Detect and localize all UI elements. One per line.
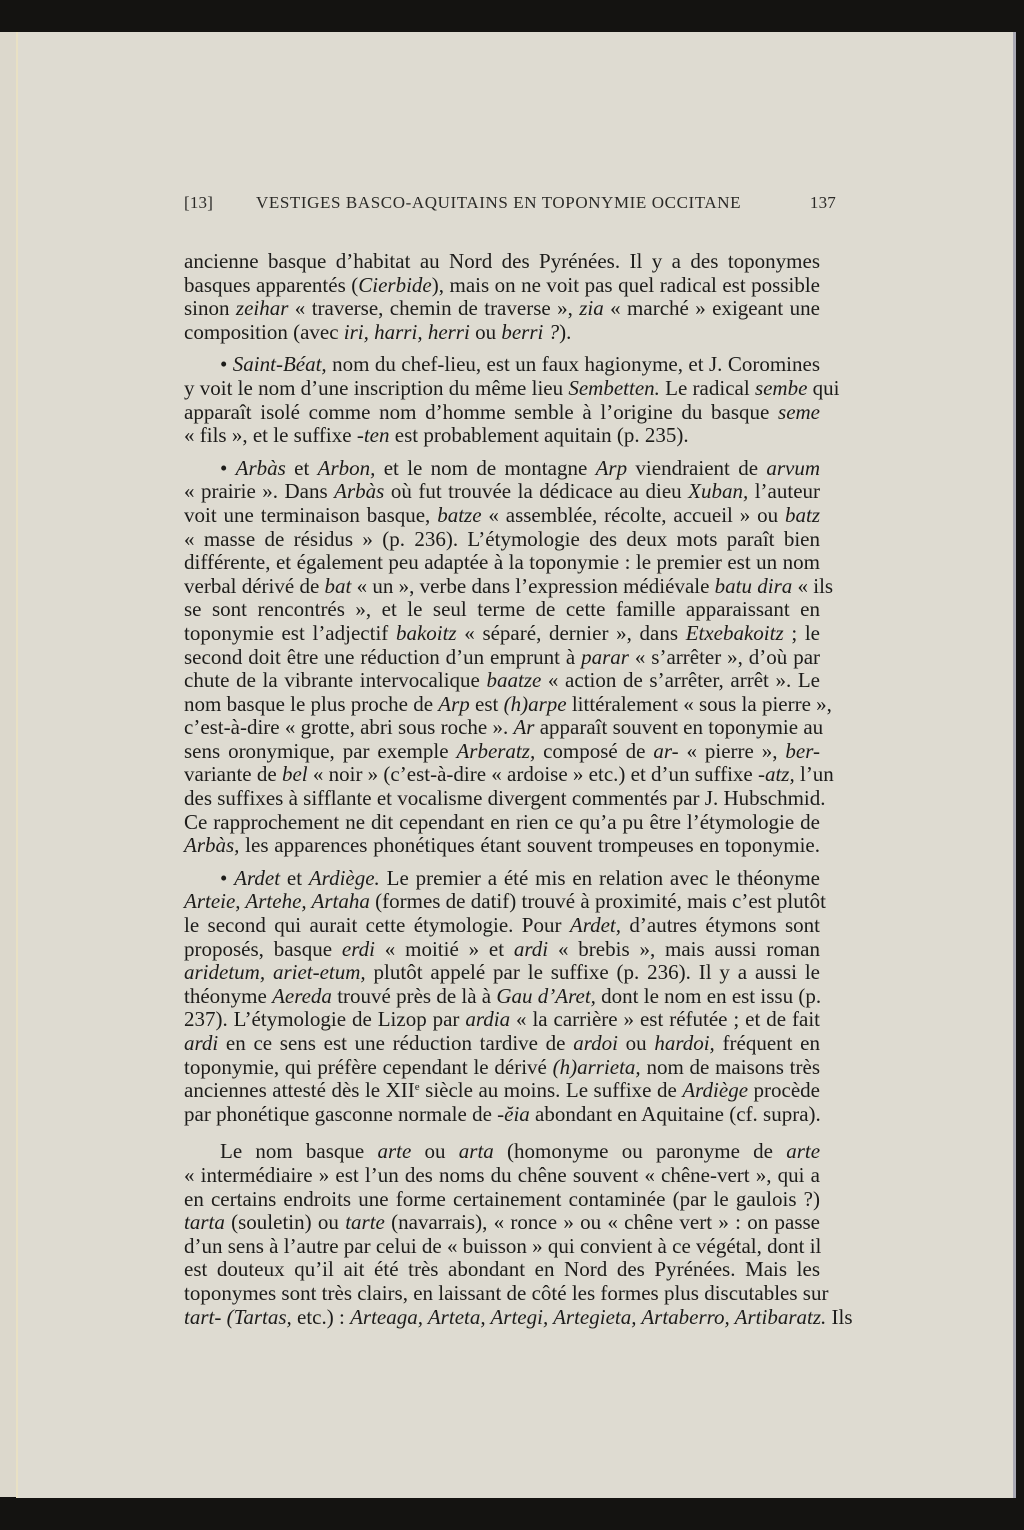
text-line bbox=[184, 1258, 820, 1282]
text-line bbox=[184, 504, 820, 528]
italic-term: batu dira bbox=[714, 573, 793, 598]
text-run: ou bbox=[617, 1031, 655, 1055]
italic-term: Cierbide bbox=[358, 272, 432, 297]
text-run: « prairie ». Dans bbox=[184, 479, 335, 504]
text-run: verbal dérivé de bbox=[184, 573, 325, 598]
text-run: toponymie est l’adjectif bbox=[184, 620, 396, 645]
text-run: plutôt appelé par le suffixe (p. 236). Il y a aussi le bbox=[365, 960, 820, 985]
text-run: littéralement « sous la pierre », bbox=[566, 691, 832, 716]
page-gutter bbox=[16, 32, 18, 1498]
text-run: « brebis », mais aussi roman bbox=[548, 936, 820, 961]
text-run: « s’arrêter », d’où par bbox=[628, 644, 821, 669]
text-run: « action de s’arrêter, arrêt ». Le bbox=[541, 668, 821, 693]
text-line bbox=[184, 938, 820, 962]
italic-term: berri ? bbox=[501, 319, 560, 344]
italic-term: batze bbox=[437, 502, 482, 527]
text-line bbox=[184, 353, 820, 377]
italic-term: -atz, bbox=[757, 762, 795, 787]
italic-term: Ardiège. bbox=[308, 865, 380, 890]
text-line bbox=[184, 1008, 820, 1032]
text-run: qui bbox=[807, 375, 840, 400]
italic-term: arta bbox=[458, 1139, 494, 1164]
text-run: proposés, basque bbox=[184, 936, 342, 961]
italic-term: baatze bbox=[486, 668, 542, 693]
text-run: ou bbox=[469, 319, 502, 344]
italic-term: -ten bbox=[356, 423, 390, 448]
text-run: « pierre », bbox=[678, 738, 786, 763]
italic-term: aridetum, ariet-etum, bbox=[184, 960, 366, 985]
text-run: abondant en Aquitaine (cf. supra). bbox=[529, 1101, 821, 1126]
text-run: composé de bbox=[535, 738, 654, 763]
text-run: les apparences phonétiques étant souvent trompeuses en toponymie. bbox=[239, 833, 820, 858]
text-run: viendraient de bbox=[627, 455, 767, 480]
italic-term: tarta bbox=[184, 1210, 225, 1235]
italic-term: Xuban, bbox=[688, 479, 749, 504]
text-run: (souletin) ou bbox=[224, 1210, 346, 1235]
text-line bbox=[184, 297, 820, 321]
text-line bbox=[184, 1079, 820, 1103]
text-run: d’autres étymons sont bbox=[621, 913, 820, 938]
text-run: • bbox=[220, 352, 233, 377]
text-run: toponymie, qui préfère cependant le dérivé bbox=[184, 1054, 553, 1079]
italic-term: iri, harri, herri bbox=[343, 319, 470, 344]
text-run: ), mais on ne voit pas quel radical est possible bbox=[431, 272, 820, 297]
italic-term: Etxebakoitz bbox=[685, 620, 784, 645]
text-line bbox=[184, 740, 820, 764]
text-run: « assemblée, récolte, accueil » ou bbox=[481, 502, 785, 527]
text-run: « moitié » et bbox=[374, 936, 514, 961]
italic-term: (h)arpe bbox=[503, 691, 567, 716]
text-run: et bbox=[285, 455, 318, 480]
italic-term: bakoitz bbox=[395, 620, 457, 645]
bullet-paragraph bbox=[184, 352, 840, 448]
text-run: basques apparentés ( bbox=[184, 272, 359, 297]
italic-term: Saint-Béat, bbox=[232, 352, 327, 377]
text-line bbox=[184, 598, 820, 622]
italic-term: Arbàs bbox=[334, 479, 385, 504]
text-run: « marché » exigeant une bbox=[603, 296, 820, 321]
text-run: le second qui aurait cette étymologie. Pour bbox=[184, 913, 570, 938]
text-line bbox=[184, 715, 824, 740]
text-run: y voit le nom d’une inscription du même lieu bbox=[184, 375, 569, 400]
text-run: toponymes sont très clairs, en laissant de côté les formes plus discutables sur bbox=[184, 1280, 829, 1305]
text-line bbox=[184, 1235, 820, 1259]
italic-term: ardi bbox=[513, 936, 549, 961]
text-run: 237). L’étymologie de Lizop par bbox=[184, 1007, 466, 1032]
text-run: etc.) : bbox=[291, 1304, 351, 1329]
italic-term: Arteie, Artehe, Artaha bbox=[184, 889, 370, 914]
text-run: nom de maisons très bbox=[640, 1054, 821, 1079]
italic-term: Ar bbox=[513, 715, 535, 740]
bullet-paragraph bbox=[184, 455, 834, 858]
text-line bbox=[184, 401, 820, 425]
text-line bbox=[184, 1188, 820, 1212]
paragraph bbox=[184, 250, 820, 344]
italic-term: ber- bbox=[785, 738, 820, 763]
italic-term: tarte bbox=[345, 1210, 385, 1235]
text-line bbox=[184, 424, 820, 448]
text-line bbox=[184, 375, 840, 401]
italic-term: Ardet bbox=[234, 865, 281, 890]
text-run: « traverse, chemin de traverse », bbox=[288, 296, 580, 321]
text-run: « intermédiaire » est l’un des noms du chêne souvent « chêne-vert », qui a bbox=[184, 1162, 820, 1187]
text-run: chute de la vibrante intervocalique bbox=[184, 668, 487, 693]
italic-term: hardoi, bbox=[654, 1031, 715, 1055]
text-line bbox=[184, 762, 834, 787]
text-run: « ils bbox=[792, 573, 834, 598]
text-line bbox=[184, 250, 820, 274]
text-line bbox=[184, 573, 834, 599]
italic-term: arte bbox=[377, 1139, 412, 1164]
text-line bbox=[184, 914, 820, 938]
text-line bbox=[184, 889, 826, 914]
italic-term: Arteaga, Arteta, Artegi, Artegieta, Artaberro, Artibaratz. bbox=[350, 1304, 827, 1329]
italic-term: bel bbox=[281, 762, 308, 787]
italic-term: batz bbox=[784, 502, 820, 527]
text-run: « fils », et le suffixe bbox=[184, 423, 357, 448]
running-title: VESTIGES BASCO-AQUITAINS EN TOPONYMIE OCCITANE bbox=[256, 193, 742, 212]
text-run: c’est-à-dire « grotte, abri sous roche ». bbox=[184, 715, 514, 740]
text-line bbox=[184, 321, 820, 345]
italic-term: erdi bbox=[341, 936, 375, 961]
text-run: est douteux qu’il ait été très abondant en Nord des Pyrénées. Mais les bbox=[184, 1257, 820, 1282]
text-run: siècle au moins. Le suffixe de bbox=[419, 1078, 683, 1103]
paragraph bbox=[184, 1139, 853, 1329]
text-run: dont le nom en est issu (p. bbox=[595, 983, 822, 1008]
italic-term: Arp bbox=[595, 455, 628, 480]
facing-page-edge bbox=[0, 32, 17, 1497]
text-run: des suffixes à sifflante et vocalisme divergent commentés par J. Hubschmid. bbox=[184, 786, 826, 811]
text-run: « un », verbe dans l’expression médiévale bbox=[351, 573, 715, 598]
italic-term: parar bbox=[581, 644, 629, 669]
italic-term: sembe bbox=[754, 375, 808, 400]
section-marker: [13] bbox=[184, 193, 214, 212]
text-run: procède bbox=[748, 1078, 820, 1103]
italic-term: Arberatz, bbox=[456, 738, 536, 763]
text-line bbox=[184, 274, 820, 298]
text-run: (formes de datif) trouvé à proximité, mais c’est plutôt bbox=[369, 889, 826, 914]
text-line bbox=[184, 786, 826, 811]
text-run: • bbox=[220, 455, 236, 480]
text-run: en ce sens est une réduction tardive de bbox=[218, 1031, 574, 1055]
text-line bbox=[184, 1056, 820, 1080]
text-run: (homonyme ou paronyme de bbox=[493, 1139, 787, 1164]
italic-term: Gau d’Aret, bbox=[496, 983, 596, 1008]
text-run: ; le bbox=[783, 620, 820, 645]
text-run: Le radical bbox=[659, 375, 755, 400]
text-run: ). bbox=[559, 319, 572, 344]
italic-term: ardi bbox=[184, 1031, 219, 1055]
text-run: se sont rencontrés », et le seul terme de cette famille apparaissant en bbox=[184, 597, 820, 622]
text-run: l’auteur bbox=[748, 479, 821, 504]
text-run: ancienne basque d’habitat au Nord des Pyrénées. Il y a des toponymes bbox=[184, 249, 820, 273]
text-run: Ils bbox=[826, 1304, 853, 1329]
text-run: trouvé près de là à bbox=[331, 983, 497, 1008]
italic-term: ardia bbox=[465, 1007, 511, 1032]
text-run: par phonétique gasconne normale de bbox=[184, 1101, 498, 1126]
text-run: second doit être une réduction d’un emprunt à bbox=[184, 644, 582, 669]
italic-term: Arbon, bbox=[317, 455, 376, 480]
text-run: composition (avec bbox=[184, 319, 344, 344]
text-run: en certains endroits une forme certainement contaminée (par le gaulois ?) bbox=[184, 1186, 820, 1211]
text-run: • bbox=[220, 865, 235, 890]
text-line bbox=[184, 1304, 853, 1330]
italic-term: ardoi bbox=[573, 1031, 618, 1055]
text-run: apparaît isolé comme nom d’homme semble à l’origine du basque bbox=[184, 399, 779, 424]
italic-term: Aereda bbox=[272, 983, 332, 1008]
text-line bbox=[184, 457, 820, 481]
superscript: e bbox=[414, 1081, 420, 1094]
text-run: différente, et également peu adaptée à la toponymie : le premier est un nom bbox=[184, 550, 820, 575]
text-run: et le nom de montagne bbox=[375, 455, 596, 480]
italic-term: Arbàs bbox=[235, 455, 286, 480]
text-line bbox=[184, 1032, 820, 1056]
text-run: ou bbox=[411, 1139, 459, 1164]
italic-term: zia bbox=[579, 296, 604, 321]
italic-term: arvum bbox=[766, 455, 820, 480]
italic-term: (h)arrieta, bbox=[552, 1054, 641, 1079]
text-line bbox=[184, 867, 820, 891]
text-line bbox=[184, 961, 820, 985]
text-line bbox=[184, 834, 820, 858]
bullet-paragraph bbox=[184, 865, 826, 1127]
text-line bbox=[184, 480, 820, 504]
text-run: « la carrière » est réfutée ; et de fait bbox=[510, 1007, 820, 1032]
text-line bbox=[184, 1103, 820, 1127]
italic-term: ar- bbox=[653, 738, 679, 763]
text-run: « masse de résidus » (p. 236). L’étymologie des deux mots paraît bien bbox=[184, 526, 820, 551]
text-run: apparaît souvent en toponymie au bbox=[534, 715, 824, 740]
text-run: nom du chef-lieu, est un faux hagionyme, et J. Coromines bbox=[326, 352, 820, 377]
text-run: théonyme bbox=[184, 983, 273, 1008]
text-run: voit une terminaison basque, bbox=[184, 502, 438, 527]
italic-term: bat bbox=[324, 573, 352, 598]
text-run: d’un sens à l’autre par celui de « buisson » qui convient à ce végétal, dont il bbox=[184, 1233, 822, 1258]
text-line bbox=[184, 691, 832, 717]
text-run: anciennes attesté dès le XII bbox=[184, 1078, 415, 1103]
text-run: fréquent en bbox=[714, 1031, 820, 1055]
text-line bbox=[184, 646, 820, 670]
body-text bbox=[184, 249, 853, 1329]
text-run: « noir » (c’est-à-dire « ardoise » etc.) et d’un suffixe bbox=[307, 762, 758, 787]
text-run: sinon bbox=[184, 296, 236, 321]
text-run: « séparé, dernier », dans bbox=[456, 620, 686, 645]
text-line bbox=[184, 1164, 820, 1188]
italic-term: Arbàs, bbox=[184, 833, 240, 858]
text-run: Ce rapprochement ne dit cependant en rien ce qu’a pu être l’étymologie de bbox=[184, 809, 820, 834]
text-run: et bbox=[280, 865, 309, 890]
text-line bbox=[184, 1280, 829, 1306]
text-run: (navarrais), « ronce » ou « chêne vert » : on passe bbox=[384, 1210, 821, 1235]
text-line bbox=[184, 669, 820, 693]
text-line bbox=[184, 1140, 820, 1164]
italic-term: Ardiège bbox=[682, 1078, 749, 1103]
text-line bbox=[184, 622, 820, 646]
text-run: sens oronymique, par exemple bbox=[184, 738, 457, 763]
italic-term: Ardet, bbox=[569, 913, 622, 938]
italic-term: tart- (Tartas, bbox=[184, 1304, 292, 1329]
text-line bbox=[184, 528, 820, 552]
text-line bbox=[184, 1211, 820, 1235]
text-run: est bbox=[469, 691, 504, 716]
italic-term: zeihar bbox=[235, 296, 289, 321]
text-run: Le premier a été mis en relation avec le théonyme bbox=[379, 865, 820, 890]
text-run: Le nom basque bbox=[220, 1139, 378, 1164]
italic-term: Arp bbox=[438, 691, 470, 716]
italic-term: arte bbox=[786, 1139, 821, 1164]
italic-term: seme bbox=[778, 399, 820, 424]
text-run: l’un bbox=[794, 762, 834, 787]
text-run: est probablement aquitain (p. 235). bbox=[389, 423, 689, 448]
italic-term: -ĕia bbox=[497, 1101, 530, 1126]
text-line bbox=[184, 985, 820, 1009]
text-run: où fut trouvée la dédicace au dieu bbox=[384, 479, 689, 504]
text-line bbox=[184, 551, 820, 575]
page-number: 137 bbox=[809, 193, 836, 212]
italic-term: Sembetten. bbox=[568, 375, 660, 400]
text-run: variante de bbox=[184, 762, 282, 787]
text-line bbox=[184, 811, 820, 835]
text-run: nom basque le plus proche de bbox=[184, 691, 439, 716]
